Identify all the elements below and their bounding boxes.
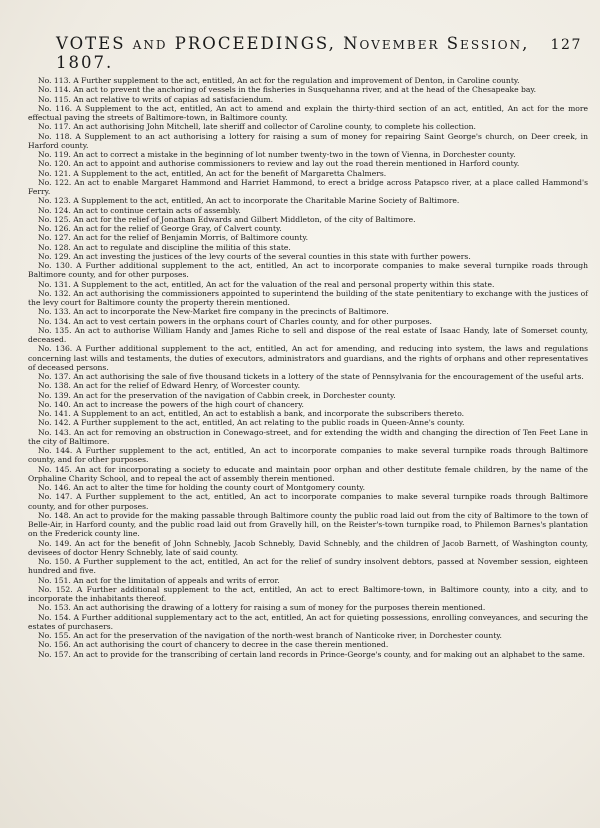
act-entry: No. 144. A Further supplement to the act, entitled, An act to incorporate companies to make several turnpike roads through Baltimore county, and for other purposes.	[28, 446, 588, 465]
act-entry: No. 134. An act to vest certain powers in the orphans court of Charles county, and for other purposes.	[38, 316, 432, 326]
act-entry: No. 116. A Supplement to the act, entitled, An act to amend and explain the thirty-third section of an act, entitled, An act for the more effectual paving the streets of Baltimore-town, in Baltimore county.	[28, 103, 588, 122]
act-entry: No. 142. A Further supplement to the act, entitled, An act relating to the public roads in Queen-Anne's county.	[38, 418, 465, 428]
act-entry: No. 127. An act for the relief of Benjamin Morris, of Baltimore county.	[38, 233, 309, 243]
act-entry: No. 133. An act to incorporate the New-Market fire company in the precincts of Baltimore.	[38, 307, 389, 317]
act-entry: No. 138. An act for the relief of Edward Henry, of Worcester county.	[38, 381, 300, 391]
page-number: 127	[550, 37, 582, 53]
act-entry: No. 155. An act for the preservation of the navigation of the north-west branch of Nanticoke river, in Dorchester county.	[38, 631, 502, 640]
act-entry: No. 156. An act authorising the court of chancery to decree in the case therein mentioned.	[38, 640, 389, 650]
act-entry: No. 140. An act to increase the powers of the high court of chancery.	[38, 399, 304, 409]
act-entry: No. 145. An act for incorporating a society to educate and maintain poor orphan and other destitute female children, by the name of the Orphaline Charity School, and to repeal the act of assembly therein mentioned.	[28, 464, 588, 483]
act-entry: No. 126. An act for the relief of George Gray, of Calvert county.	[38, 224, 282, 233]
act-entry: No. 148. An act to provide for the making passable through Baltimore county the public road laid out from the city of Baltimore to the town of Belle-Air, in Harford county, and the public road laid out from Gravelly hill, on the Reister's-town turnpike road, to Philemon Barnes's plantation on the Frederick county line.	[28, 510, 588, 539]
act-entry: No. 135. An act to authorise William Handy and James Riche to sell and dispose of the real estate of Isaac Handy, late of Somerset county, deceased.	[28, 325, 588, 344]
act-entry: No. 123. A Supplement to the act, entitled, An act to incorporate the Charitable Marine Society of Baltimore.	[38, 196, 460, 206]
page-header	[28, 34, 588, 72]
act-entry: No. 114. An act to prevent the anchoring of vessels in the fisheries in Susquehanna river, and at the head of the Chesapeake bay.	[38, 85, 537, 95]
act-entry: No. 132. An act authorising the commissioners appointed to superintend the building of the state penitentiary to exchange with the justices of the levy court for Baltimore county the property therein mentioned.	[28, 288, 588, 307]
act-entry: No. 115. An act relative to writs of capias ad satisfaciendum.	[38, 94, 274, 104]
act-entry: No. 121. A Supplement to the act, entitled, An act for the benefit of Margaretta Chalmers.	[38, 168, 387, 178]
act-entry: No. 143. An act for removing an obstruction in Conewago-street, and for extending the width and changing the direction of Ten Feet Lane in the city of Baltimore.	[28, 427, 588, 446]
act-entry: No. 147. A Further supplement to the act, entitled, An act to incorporate companies to make several turnpike roads through Baltimore county, and for other purposes.	[28, 492, 588, 511]
act-entry: No. 157. An act to provide for the transcribing of certain land records in Prince-George's county, and for making out an alphabet to the same.	[38, 649, 585, 659]
act-entry: No. 125. An act for the relief of Jonathan Edwards and Gilbert Middleton, of the city of Baltimore.	[38, 214, 416, 224]
act-entry: No. 122. An act to enable Margaret Hammond and Harriet Hammond, to erect a bridge across Patapsco river, at a place called Hammond's Ferry.	[28, 177, 588, 196]
act-entry: No. 136. A Further additional supplement to the act, entitled, An act for amending, and reducing into system, the laws and regulations concerning last wills and testaments, the duties of executors, administrators and guardians, and the rights of orphans and other representatives of deceased persons.	[28, 344, 588, 372]
act-entry: No. 128. An act to regulate and discipline the militia of this state.	[38, 242, 291, 252]
act-entry: No. 118. A Supplement to an act authorising a lottery for raising a sum of money for repairing Saint George's church, on Deer creek, in Harford county.	[28, 131, 588, 150]
act-entry: No. 120. An act to appoint and authorise commissioners to review and lay out the road therein mentioned in Harford county.	[38, 159, 520, 169]
act-entry: No. 139. An act for the preservation of the navigation of Cabbin creek, in Dorchester county.	[38, 390, 396, 400]
act-entry: No. 153. An act authorising the drawing of a lottery for raising a sum of money for the purposes therein mentioned.	[38, 603, 486, 613]
act-entry: No. 124. An act to continue certain acts of assembly.	[38, 205, 241, 215]
act-entry: No. 131. A Supplement to the act, entitled, An act for the valuation of the real and personal property within this state.	[38, 279, 495, 289]
act-list	[28, 76, 588, 659]
act-entry: No. 150. A Further supplement to the act, entitled, An act for the relief of sundry insolvent debtors, passed at November session, eighteen hundred and five.	[28, 557, 588, 576]
act-entry: No. 129. An act investing the justices of the levy courts of the several counties in this state with further powers.	[38, 251, 471, 261]
act-entry: No. 151. An act for the limitation of appeals and writs of error.	[38, 575, 280, 585]
act-entry: No. 154. A Further additional supplementary act to the act, entitled, An act for quieting possessions, enrolling conveyances, and securing the estates of purchasers.	[28, 612, 588, 631]
act-entry: No. 130. A Further additional supplement to the act, entitled, An act to incorporate companies to make several turnpike roads through Baltimore county, and for other purposes.	[28, 261, 588, 280]
page-title: VOTES and PROCEEDINGS, November Session, 1807.	[56, 34, 530, 72]
act-entry: No. 152. A Further additional supplement to the act, entitled, An act to erect Baltimore-town, in Baltimore county, into a city, and to incorporate the inhabitants thereof.	[28, 584, 588, 603]
act-entry: No. 149. An act for the benefit of John Schnebly, Jacob Schnebly, David Schnebly, and the children of Jacob Barnett, of Washington county, devisees of doctor Henry Schnebly, late of said county.	[28, 538, 588, 557]
act-entry: No. 113. A Further supplement to the act, entitled, An act for the regulation and improvement of Denton, in Caroline county.	[38, 76, 520, 85]
act-entry: No. 137. An act authorising the sale of five thousand tickets in a lottery of the state of Pennsylvania for the encouragement of the useful arts.	[38, 372, 584, 381]
act-entry: No. 119. An act to correct a mistake in the beginning of lot number twenty-two in the town of Vienna, in Dorchester county.	[38, 150, 516, 159]
act-entry: No. 141. A Supplement to an act, entitled, An act to establish a bank, and incorporate the subscribers thereto.	[38, 409, 465, 418]
act-entry: No. 117. An act authorising John Mitchell, late sheriff and collector of Caroline county, to complete his collection.	[38, 122, 476, 132]
act-entry: No. 146. An act to alter the time for holding the county court of Montgomery county.	[38, 483, 365, 492]
